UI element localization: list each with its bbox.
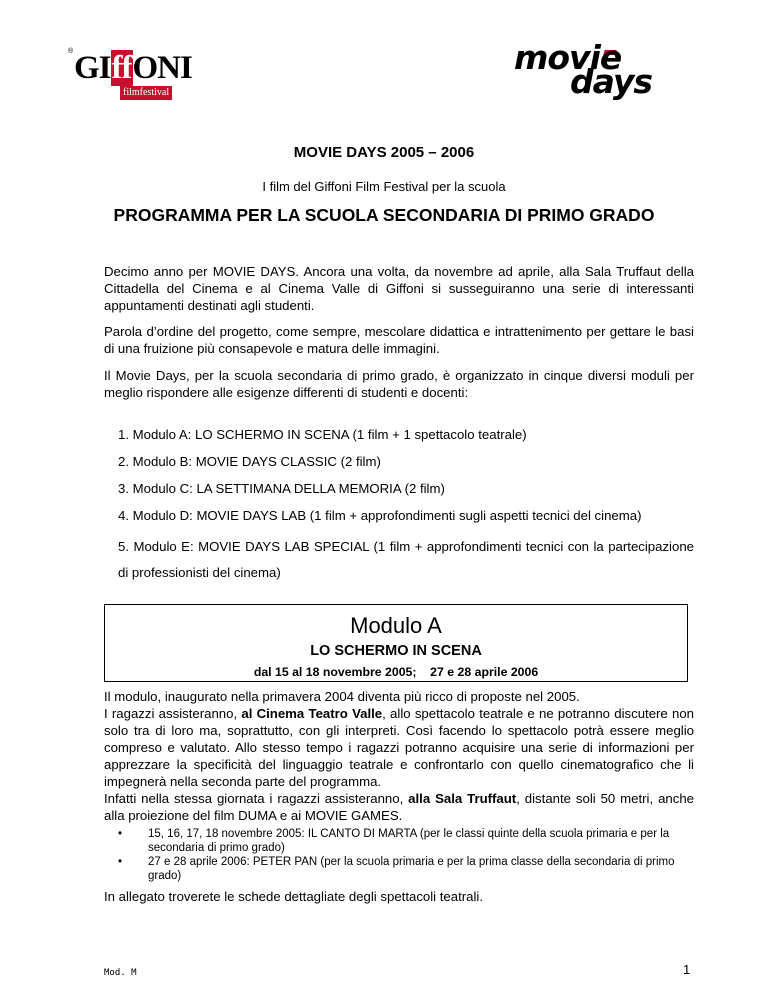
venue-sala-truffaut: alla Sala Truffaut <box>408 791 517 806</box>
module-a-description <box>104 688 694 824</box>
dates-list-item: • 15, 16, 17, 18 novembre 2005: IL CANTO DI MARTA (per le classi quinte della scuola primaria e per la secondaria di primo grado) <box>118 827 698 855</box>
module-text: Modulo D: MOVIE DAYS LAB (1 film + approfondimenti sugli aspetti tecnici del cinema) <box>132 508 642 523</box>
document-subtitle: I film del Giffoni Film Festival per la scuola <box>262 179 506 194</box>
closing-paragraph: In allegato troverete le schede dettagliate degli spettacoli teatrali. <box>104 889 484 904</box>
giffoni-wordmark-ff: ff <box>111 50 132 86</box>
module-a-title: Modulo A <box>350 613 442 638</box>
module-number: 2. <box>118 454 129 469</box>
intro-paragraph-1: Decimo anno per MOVIE DAYS. Ancora una volta, da novembre ad aprile, alla Sala Truffaut della Cittadella del Cinema e al Cinema Valle di Giffoni si susseguiranno una serie di interessanti appuntamenti destinati agli studenti. <box>104 264 694 313</box>
modules-list <box>118 426 694 596</box>
module-number: 1. <box>118 427 129 442</box>
giffoni-logo <box>68 42 234 104</box>
intro-paragraph-2: Parola d’ordine del progetto, come sempre, mescolare didattica e intrattenimento per gettare le basi di una fruizione più consapevole e matura delle immagini. <box>104 324 694 356</box>
module-text: Modulo E: MOVIE DAYS LAB SPECIAL (1 film + approfondimenti tecnici con la partecipazione di professionisti del cinema) <box>118 539 694 580</box>
program-heading: PROGRAMMA PER LA SCUOLA SECONDARIA DI PRIMO GRADO <box>113 205 655 225</box>
description-line-1: Il modulo, inaugurato nella primavera 2004 diventa più ricco di proposte nel 2005. <box>104 689 580 704</box>
module-item <box>118 426 694 443</box>
description-line-2-end: , allo spettacolo teatrale e ne potranno discutere non solo tra di loro ma, soprattutto, con gli interpreti. Così facendo lo spettacolo potrà essere meglio compreso e valutato. Allo stesso tempo i ragazzi potranno acquisire una serie di informazioni per apprezzare la specificità del linguaggio teatrale e confrontarlo con quello cinematografico che li impegnerà nella seconda parte del programma. <box>104 706 695 789</box>
giffoni-wordmark-right: ONI <box>132 50 192 86</box>
module-number: 4. <box>118 508 129 523</box>
venue-cinema-teatro-valle: al Cinema Teatro Valle <box>241 706 383 721</box>
page-number: 1 <box>683 962 691 977</box>
description-line-3-end: , distante soli 50 metri, anche alla proiezione del film DUMA e ai MOVIE GAMES. <box>104 791 694 823</box>
module-number: 3. <box>118 481 129 496</box>
module-item <box>118 507 694 524</box>
module-item <box>118 453 694 470</box>
registered-mark: ® <box>68 48 74 55</box>
module-text: Modulo B: MOVIE DAYS CLASSIC (2 film) <box>132 454 381 469</box>
movie-days-logo-line1: movie <box>514 38 622 77</box>
movie-days-logo <box>512 38 696 102</box>
module-item <box>118 534 694 586</box>
module-a-box <box>104 604 688 682</box>
giffoni-wordmark-left: GI <box>74 50 111 86</box>
description-line-2-start: I ragazzi assisteranno, <box>104 706 242 721</box>
module-a-subtitle: LO SCHERMO IN SCENA <box>310 643 482 659</box>
module-text: Modulo A: LO SCHERMO IN SCENA (1 film + 1 spettacolo teatrale) <box>132 427 527 442</box>
movie-days-logo-line2: days <box>570 62 653 101</box>
module-number: 5. <box>118 539 129 554</box>
module-text: Modulo C: LA SETTIMANA DELLA MEMORIA (2 film) <box>132 481 445 496</box>
document-title: MOVIE DAYS 2005 – 2006 <box>293 144 475 161</box>
giffoni-subtitle: filmfestival <box>120 86 172 100</box>
module-item <box>118 480 694 497</box>
intro-paragraph-3: Il Movie Days, per la scuola secondaria di primo grado, è organizzato in cinque diversi moduli per meglio rispondere alle esigenze differenti di studenti e docenti: <box>104 368 694 400</box>
footer-mod-label: Mod. M <box>104 968 137 978</box>
dates-list-item: • 27 e 28 aprile 2006: PETER PAN (per la scuola primaria e per la prima classe della secondaria di primo grado) <box>118 855 698 883</box>
module-a-dates: dal 15 al 18 novembre 2005; 27 e 28 aprile 2006 <box>253 665 539 679</box>
dates-list <box>118 827 698 883</box>
description-line-3-start: Infatti nella stessa giornata i ragazzi assisteranno, <box>104 791 409 806</box>
giffoni-wordmark <box>74 50 192 86</box>
